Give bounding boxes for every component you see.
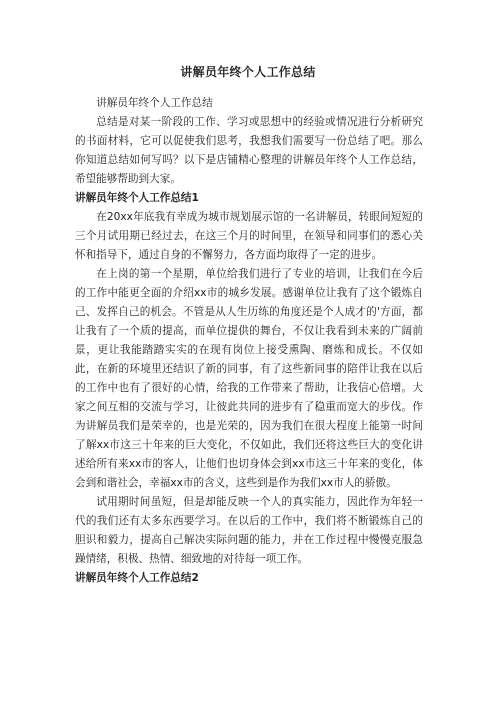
section-1-paragraph-1: 在20xx年底我有幸成为城市规划展示馆的一名讲解员，转眼间短短的三个月试用期已经过去，在这三个月的时间里，在领导和同事们的悉心关怀和指导下，通过自身的不懈努力，各方面均取得了一定的进步。: [75, 211, 423, 261]
section-1-paragraph-3: 试用期时间虽短，但是却能反映一个人的真实能力，因此作为年轻一代的我们还有太多东西要学习。在以后的工作中，我们将不断锻炼自己的胆识和毅力，提高自己解决实际问题的能力，并在工作过程中慢慢克服急躁情绪，积极、热情、细致地的对待每一项工作。: [75, 496, 423, 565]
intro-paragraph: 总结是对某一阶段的工作、学习或思想中的经验或情况进行分析研究的书面材料，它可以促使我们思考，我想我们需要写一份总结了吧。那么你知道总结如何写吗？以下是店铺精心整理的讲解员年终个人工作总结，希望能够帮助到大家。: [75, 116, 423, 185]
section-1-heading: 讲解员年终个人工作总结1: [75, 192, 199, 204]
section-1-paragraph-2: 在上岗的第一个星期，单位给我们进行了专业的培训，让我们在今后的工作中能更全面的介绍xx市的城乡发展。感谢单位让我有了这个锻炼自己、发挥自己的机会。不管是从人生历练的角度还是个人成才的'方面，都让我有了一个质的提高，而单位提供的舞台，不仅让我看到未来的广阔前景，更让我能踏踏实实的在现有岗位上接受熏陶、磨炼和成长。不仅如此，在新的环境里还结识了新的同事，有了这些新同事的陪伴让我在以后的工作中也有了很好的心情，给我的工作带来了帮助，让我信心倍增。大家之间互相的交流与学习，让彼此共同的进步有了稳重而宽大的步伐。作为讲解员我们是荣幸的，也是光荣的，因为我们在很大程度上能第一时间了解xx市这三十年来的巨大变化，不仅如此，我们还将这些巨大的变化讲述给所有来xx市的客人，让他们也切身体会到xx市这三十年来的变化，体会到和谐社会，幸福xx市的含义，这些到是作为我们xx市人的骄傲。: [75, 268, 423, 489]
intro-heading: 讲解员年终个人工作总结: [96, 97, 213, 109]
section-2-heading: 讲解员年终个人工作总结2: [75, 572, 199, 584]
document-body: [75, 94, 423, 588]
document-title: 讲解员年终个人工作总结: [180, 65, 316, 79]
